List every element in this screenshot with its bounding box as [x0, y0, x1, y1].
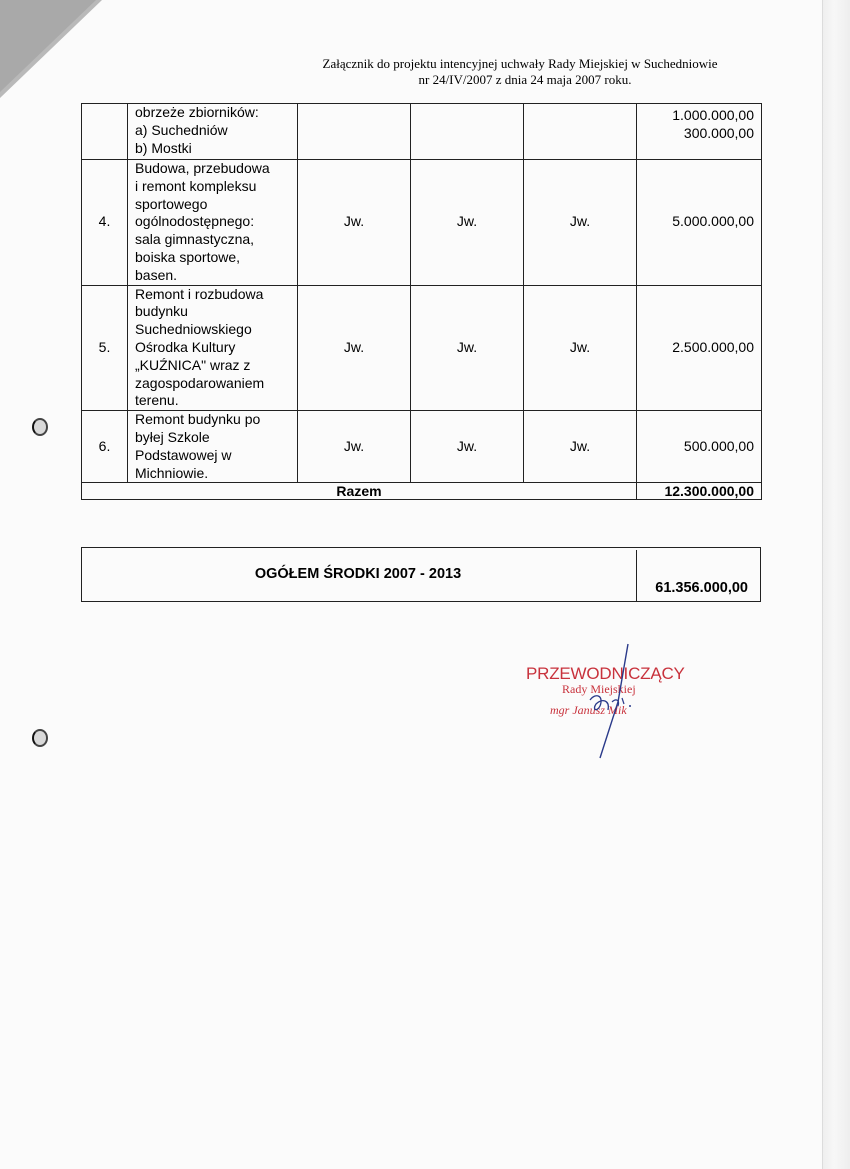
description-line: byłej Szkole — [135, 428, 210, 445]
same-as-above-cell: Jw. — [298, 411, 411, 483]
amount-value: 1.000.000,00 — [672, 107, 754, 123]
row-number: 6. — [82, 411, 128, 483]
description-line: terenu. — [135, 392, 179, 409]
empty-cell — [298, 104, 411, 160]
same-as-above-cell: Jw. — [524, 285, 637, 411]
description-line: boiska sportowe, — [135, 248, 241, 265]
amount-cell: 2.500.000,00 — [637, 285, 762, 411]
handwritten-signature — [560, 640, 650, 770]
row-number: 5. — [82, 285, 128, 411]
sum-amount: 12.300.000,00 — [637, 483, 762, 500]
sum-label: Razem — [82, 483, 637, 500]
row-number-cell — [82, 104, 128, 160]
table-row — [82, 411, 762, 483]
description-line: Remont i rozbudowa — [135, 285, 264, 302]
empty-cell — [411, 104, 524, 160]
description-line: basen. — [135, 266, 178, 283]
punch-hole-top — [32, 418, 48, 436]
grand-total-box — [81, 547, 761, 602]
same-as-above-cell: Jw. — [524, 160, 637, 286]
description-line: Suchedniowskiego — [135, 321, 252, 338]
table-row — [82, 285, 762, 411]
description-line: zagospodarowaniem — [135, 374, 265, 391]
folded-corner-shadow — [0, 0, 110, 110]
scan-edge — [822, 0, 850, 1169]
grand-total-label: OGÓŁEM ŚRODKI 2007 - 2013 — [254, 566, 462, 582]
investment-table — [81, 103, 762, 500]
header-line-1: Załącznik do projektu intencyjnej uchwały Rady Miejskiej w Suchedniowie — [322, 56, 718, 71]
description-line: sportowego — [135, 195, 208, 212]
stamp-name: mgr Janusz Mik — [550, 703, 627, 717]
description-line: „KUŹNICA" wraz z — [135, 356, 251, 373]
sum-row — [82, 483, 762, 500]
description-cell — [128, 160, 298, 286]
empty-cell — [524, 104, 637, 160]
description-line: Remont budynku po — [135, 411, 261, 428]
punch-hole-bottom — [32, 729, 48, 747]
description-line: i remont kompleksu — [135, 177, 257, 194]
description-line: a) Suchedniów — [135, 121, 228, 138]
description-line: b) Mostki — [135, 139, 192, 156]
grand-total-amount-cell — [636, 550, 760, 601]
row-number: 4. — [82, 160, 128, 286]
description-line: obrzeże zbiorników: — [135, 104, 259, 120]
amount-cell: 500.000,00 — [637, 411, 762, 483]
description-cell — [128, 411, 298, 483]
description-line: Budowa, przebudowa — [135, 160, 270, 176]
grand-total-amount: 61.356.000,00 — [655, 580, 748, 596]
description-line: Podstawowej w — [135, 446, 232, 463]
amount-cell: 5.000.000,00 — [637, 160, 762, 286]
description-line: Michniowie. — [135, 464, 209, 481]
description-line: Ośrodka Kultury — [135, 338, 236, 355]
description-line: ogólnodostępnego: — [135, 213, 255, 230]
document-header — [250, 56, 780, 88]
same-as-above-cell: Jw. — [298, 285, 411, 411]
description-cell — [128, 104, 298, 160]
stamp-subtitle: Rady Miejskiej — [562, 682, 636, 696]
amount-value: 300.000,00 — [683, 124, 754, 141]
description-line: budynku — [135, 303, 188, 320]
same-as-above-cell: Jw. — [298, 160, 411, 286]
table-row — [82, 160, 762, 286]
description-cell — [128, 285, 298, 411]
same-as-above-cell: Jw. — [411, 160, 524, 286]
description-line: sala gimnastyczna, — [135, 231, 255, 248]
same-as-above-cell: Jw. — [411, 411, 524, 483]
amount-cell — [637, 104, 762, 160]
header-line-2: nr 24/IV/2007 z dnia 24 maja 2007 roku. — [418, 72, 632, 87]
same-as-above-cell: Jw. — [524, 411, 637, 483]
same-as-above-cell: Jw. — [411, 285, 524, 411]
table-row — [82, 104, 762, 160]
stamp-title: PRZEWODNICZĄCY — [526, 664, 685, 683]
